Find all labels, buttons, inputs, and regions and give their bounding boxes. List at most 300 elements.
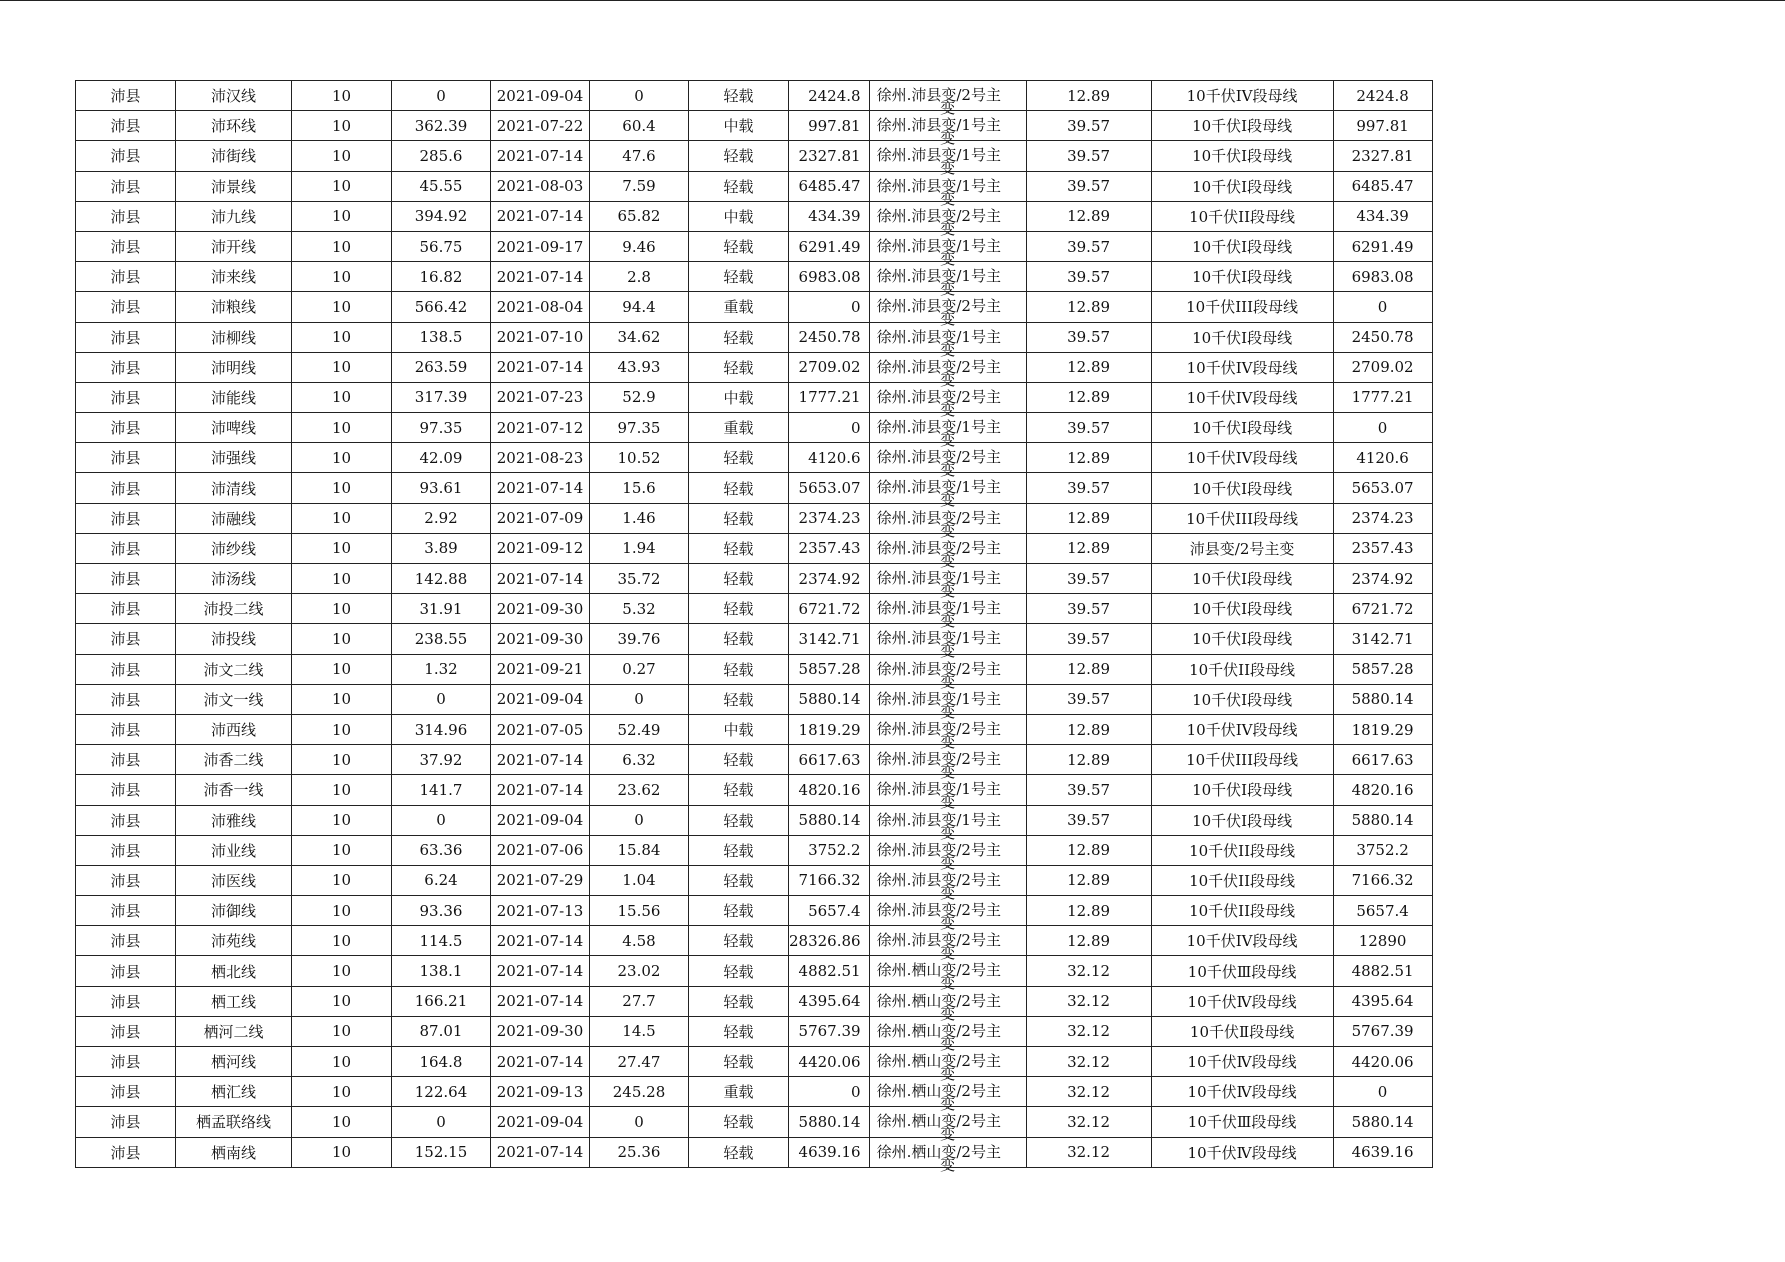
table-row [76,262,1433,292]
current-cell: 138.5 [392,322,491,352]
rated-value-cell: 39.57 [1026,322,1151,352]
date-cell: 2021-07-29 [491,865,590,895]
substation-cell [869,594,1026,631]
rated-value-cell: 39.57 [1026,594,1151,624]
capacity-cell: 1819.29 [789,714,870,744]
substation-cell [869,865,1026,902]
substation-name-wrap: 变 [940,883,956,902]
voltage-cell: 10 [292,624,392,654]
busbar-cell: 10千伏IV段母线 [1151,926,1333,956]
capacity-cell: 6617.63 [789,745,870,775]
substation-name-wrap: 变 [940,249,956,268]
load-status-cell: 轻载 [689,443,789,473]
county-cell: 沛县 [76,382,176,412]
county-cell: 沛县 [76,896,176,926]
load-status-cell: 轻载 [689,805,789,835]
date-cell: 2021-07-14 [491,262,590,292]
load-status-cell: 轻载 [689,141,789,171]
substation-cell [869,382,1026,419]
current-cell: 31.91 [392,594,491,624]
current-cell: 263.59 [392,352,491,382]
line-name-cell: 沛景线 [176,171,292,201]
table-row [76,1047,1433,1077]
available-capacity-cell: 12890 [1333,926,1432,956]
date-cell: 2021-07-14 [491,352,590,382]
rated-value-cell: 12.89 [1026,896,1151,926]
line-name-cell: 栖工线 [176,986,292,1016]
substation-name-wrap: 变 [940,582,956,600]
current-cell: 141.7 [392,775,491,805]
available-capacity-cell: 7166.32 [1333,865,1432,895]
voltage-cell: 10 [292,835,392,865]
current-cell: 152.15 [392,1137,491,1167]
load-status-cell: 轻载 [689,775,789,805]
substation-cell [869,745,1026,782]
substation-cell [869,624,1026,661]
table-row [76,835,1433,865]
rated-value-cell: 39.57 [1026,805,1151,835]
substation-name: 徐州.栖山变/2号主 [876,1021,1001,1040]
busbar-cell: 10千伏II段母线 [1151,654,1333,684]
busbar-cell: 10千伏IV段母线 [1151,81,1333,111]
capacity-cell: 5880.14 [789,805,870,835]
available-capacity-cell: 4639.16 [1333,1137,1432,1167]
current-cell: 6.24 [392,865,491,895]
current-cell: 0 [392,805,491,835]
substation-name: 徐州.沛县变/2号主 [876,387,1001,406]
rated-value-cell: 12.89 [1026,503,1151,533]
line-name-cell: 沛明线 [176,352,292,382]
current-cell: 45.55 [392,171,491,201]
date-cell: 2021-07-09 [491,503,590,533]
substation-cell [869,262,1026,299]
capacity-cell: 5880.14 [789,1107,870,1137]
substation-name-wrap: 变 [940,1125,956,1144]
load-rate-cell: 2.8 [590,262,689,292]
capacity-cell: 5657.4 [789,896,870,926]
line-name-cell: 沛来线 [176,262,292,292]
voltage-cell: 10 [292,443,392,473]
county-cell: 沛县 [76,714,176,744]
county-cell: 沛县 [76,835,176,865]
substation-name-wrap: 变 [940,280,956,299]
substation-cell [869,473,1026,510]
load-status-cell: 轻载 [689,896,789,926]
substation-name-wrap: 变 [940,823,956,842]
substation-name-wrap: 变 [940,551,956,570]
date-cell: 2021-07-14 [491,956,590,986]
table-row [76,1107,1433,1137]
date-cell: 2021-09-04 [491,684,590,714]
substation-cell [869,81,1026,117]
load-status-cell: 轻载 [689,654,789,684]
line-name-cell: 栖北线 [176,956,292,986]
substation-name-wrap: 变 [940,793,956,812]
current-cell: 314.96 [392,714,491,744]
load-status-cell: 轻载 [689,1137,789,1167]
capacity-cell: 2450.78 [789,322,870,352]
voltage-cell: 10 [292,1137,392,1167]
current-cell: 0 [392,1107,491,1137]
county-cell: 沛县 [76,1107,176,1137]
substation-name: 徐州.沛县变/2号主 [876,508,1001,527]
line-name-cell: 沛业线 [176,835,292,865]
load-status-cell: 轻载 [689,533,789,563]
available-capacity-cell: 4420.06 [1333,1047,1432,1077]
available-capacity-cell: 3752.2 [1333,835,1432,865]
rated-value-cell: 12.89 [1026,533,1151,563]
substation-cell [869,1107,1026,1144]
line-name-cell: 沛投二线 [176,594,292,624]
current-cell: 0 [392,81,491,111]
load-rate-cell: 27.47 [590,1047,689,1077]
substation-name: 徐州.沛县变/1号主 [876,629,1001,648]
date-cell: 2021-09-21 [491,654,590,684]
capacity-cell: 4120.6 [789,443,870,473]
line-name-cell: 沛御线 [176,896,292,926]
available-capacity-cell: 2357.43 [1333,533,1432,563]
load-status-cell: 轻载 [689,322,789,352]
substation-name: 徐州.沛县变/2号主 [876,659,1001,678]
substation-name: 徐州.沛县变/1号主 [876,810,1001,829]
load-rate-cell: 97.35 [590,413,689,443]
load-status-cell: 轻载 [689,231,789,261]
rated-value-cell: 12.89 [1026,714,1151,744]
substation-name-wrap: 变 [940,1095,956,1114]
table-row [76,896,1433,926]
substation-name-wrap: 变 [940,702,956,721]
rated-value-cell: 39.57 [1026,775,1151,805]
substation-name-wrap: 变 [940,1065,956,1083]
line-name-cell: 栖南线 [176,1137,292,1167]
capacity-cell: 4639.16 [789,1137,870,1167]
busbar-cell: 10千伏Ⅰ段母线 [1151,684,1333,714]
date-cell: 2021-07-14 [491,745,590,775]
current-cell: 3.89 [392,533,491,563]
substation-name: 徐州.沛县变/2号主 [876,719,1001,738]
substation-cell [869,413,1026,450]
available-capacity-cell: 4395.64 [1333,986,1432,1016]
rated-value-cell: 12.89 [1026,745,1151,775]
busbar-cell: 10千伏Ⅰ段母线 [1151,262,1333,292]
available-capacity-cell: 0 [1333,1077,1432,1107]
line-name-cell: 栖汇线 [176,1077,292,1107]
substation-name: 徐州.栖山变/2号主 [876,1082,1001,1101]
rated-value-cell: 12.89 [1026,443,1151,473]
date-cell: 2021-07-14 [491,1047,590,1077]
page-top-rule [0,0,1785,1]
rated-value-cell: 39.57 [1026,564,1151,594]
table-row [76,1137,1433,1167]
busbar-cell: 10千伏Ⅰ段母线 [1151,171,1333,201]
line-name-cell: 沛融线 [176,503,292,533]
busbar-cell: 10千伏Ⅲ段母线 [1151,956,1333,986]
available-capacity-cell: 5880.14 [1333,1107,1432,1137]
county-cell: 沛县 [76,322,176,352]
current-cell: 1.32 [392,654,491,684]
line-name-cell: 沛粮线 [176,292,292,322]
rated-value-cell: 12.89 [1026,865,1151,895]
date-cell: 2021-07-13 [491,896,590,926]
current-cell: 566.42 [392,292,491,322]
substation-name-wrap: 变 [940,672,956,691]
table-row [76,533,1433,563]
substation-name: 徐州.沛县变/1号主 [876,176,1001,195]
load-rate-cell: 10.52 [590,443,689,473]
available-capacity-cell: 0 [1333,292,1432,322]
busbar-cell: 10千伏Ⅱ段母线 [1151,1016,1333,1046]
table-row [76,564,1433,594]
substation-cell [869,1077,1026,1114]
rated-value-cell: 39.57 [1026,141,1151,171]
available-capacity-cell: 2374.23 [1333,503,1432,533]
date-cell: 2021-09-30 [491,594,590,624]
table-row [76,503,1433,533]
line-name-cell: 栖河二线 [176,1016,292,1046]
busbar-cell: 10千伏Ⅰ段母线 [1151,473,1333,503]
date-cell: 2021-08-23 [491,443,590,473]
load-status-cell: 轻载 [689,594,789,624]
county-cell: 沛县 [76,533,176,563]
table-row [76,1077,1433,1107]
load-rate-cell: 0 [590,684,689,714]
busbar-cell: 10千伏Ⅰ段母线 [1151,231,1333,261]
voltage-cell: 10 [292,594,392,624]
table-row [76,745,1433,775]
substation-name: 徐州.栖山变/2号主 [876,1112,1001,1131]
current-cell: 114.5 [392,926,491,956]
line-name-cell: 沛文二线 [176,654,292,684]
current-cell: 362.39 [392,111,491,141]
current-cell: 2.92 [392,503,491,533]
substation-cell [869,654,1026,691]
substation-name-wrap: 变 [940,491,956,510]
load-status-cell: 中载 [689,382,789,412]
table-row [76,594,1433,624]
voltage-cell: 10 [292,533,392,563]
available-capacity-cell: 5653.07 [1333,473,1432,503]
capacity-cell: 2327.81 [789,141,870,171]
voltage-cell: 10 [292,714,392,744]
substation-name-wrap: 变 [940,642,956,661]
current-cell: 317.39 [392,382,491,412]
line-name-cell: 沛柳线 [176,322,292,352]
date-cell: 2021-07-14 [491,926,590,956]
county-cell: 沛县 [76,292,176,322]
county-cell: 沛县 [76,443,176,473]
date-cell: 2021-07-14 [491,201,590,231]
county-cell: 沛县 [76,775,176,805]
substation-name: 徐州.沛县变/2号主 [876,297,1001,316]
substation-cell [869,322,1026,359]
voltage-cell: 10 [292,564,392,594]
available-capacity-cell: 2374.92 [1333,564,1432,594]
date-cell: 2021-08-04 [491,292,590,322]
rated-value-cell: 32.12 [1026,1077,1151,1107]
substation-name-wrap: 变 [940,99,956,117]
busbar-cell: 10千伏III段母线 [1151,292,1333,322]
busbar-cell: 10千伏Ⅰ段母线 [1151,111,1333,141]
available-capacity-cell: 2424.8 [1333,81,1432,111]
date-cell: 2021-09-12 [491,533,590,563]
substation-name-wrap: 变 [940,370,956,389]
county-cell: 沛县 [76,171,176,201]
capacity-cell: 2374.92 [789,564,870,594]
table-row [76,111,1433,141]
load-rate-cell: 23.02 [590,956,689,986]
table-row [76,322,1433,352]
load-rate-cell: 52.49 [590,714,689,744]
line-name-cell: 沛强线 [176,443,292,473]
table-row [76,352,1433,382]
available-capacity-cell: 0 [1333,413,1432,443]
county-cell: 沛县 [76,1137,176,1167]
voltage-cell: 10 [292,352,392,382]
available-capacity-cell: 4820.16 [1333,775,1432,805]
county-cell: 沛县 [76,473,176,503]
load-rate-cell: 23.62 [590,775,689,805]
county-cell: 沛县 [76,201,176,231]
date-cell: 2021-07-14 [491,1137,590,1167]
load-status-cell: 轻载 [689,1016,789,1046]
substation-name: 徐州.栖山变/2号主 [876,1052,1001,1070]
capacity-cell: 4420.06 [789,1047,870,1077]
substation-cell [869,533,1026,570]
line-name-cell: 沛汤线 [176,564,292,594]
line-name-cell: 沛香一线 [176,775,292,805]
current-cell: 166.21 [392,986,491,1016]
date-cell: 2021-09-30 [491,624,590,654]
load-rate-cell: 4.58 [590,926,689,956]
rated-value-cell: 12.89 [1026,81,1151,111]
table-row [76,292,1433,322]
load-rate-cell: 43.93 [590,352,689,382]
substation-name-wrap: 变 [940,219,956,238]
available-capacity-cell: 4120.6 [1333,443,1432,473]
voltage-cell: 10 [292,1016,392,1046]
voltage-cell: 10 [292,1047,392,1077]
busbar-cell: 10千伏IV段母线 [1151,352,1333,382]
available-capacity-cell: 5880.14 [1333,805,1432,835]
current-cell: 285.6 [392,141,491,171]
capacity-cell: 6983.08 [789,262,870,292]
date-cell: 2021-07-14 [491,564,590,594]
substation-name-wrap: 变 [940,431,956,450]
line-name-cell: 栖孟联络线 [176,1107,292,1137]
substation-cell [869,805,1026,842]
available-capacity-cell: 6983.08 [1333,262,1432,292]
date-cell: 2021-07-06 [491,835,590,865]
load-status-cell: 轻载 [689,986,789,1016]
substation-cell [869,1047,1026,1083]
line-name-cell: 沛开线 [176,231,292,261]
substation-name: 徐州.沛县变/1号主 [876,267,1001,286]
capacity-cell: 2709.02 [789,352,870,382]
substation-name-wrap: 变 [940,763,956,782]
substation-name-wrap: 变 [940,853,956,872]
substation-name: 徐州.栖山变/2号主 [876,961,1001,980]
substation-name-wrap: 变 [940,1155,956,1174]
voltage-cell: 10 [292,775,392,805]
substation-cell [869,714,1026,751]
county-cell: 沛县 [76,352,176,382]
capacity-cell: 6291.49 [789,231,870,261]
rated-value-cell: 32.12 [1026,1016,1151,1046]
rated-value-cell: 39.57 [1026,171,1151,201]
voltage-cell: 10 [292,503,392,533]
load-status-cell: 轻载 [689,684,789,714]
substation-cell [869,111,1026,148]
load-rate-cell: 65.82 [590,201,689,231]
busbar-cell: 10千伏II段母线 [1151,835,1333,865]
table-row [76,654,1433,684]
line-name-cell: 沛香二线 [176,745,292,775]
load-rate-cell: 0 [590,1107,689,1137]
busbar-cell: 10千伏Ⅲ段母线 [1151,1107,1333,1137]
substation-name-wrap: 变 [940,340,956,359]
rated-value-cell: 39.57 [1026,624,1151,654]
substation-cell [869,201,1026,238]
load-rate-cell: 52.9 [590,382,689,412]
busbar-cell: 10千伏Ⅰ段母线 [1151,805,1333,835]
capacity-cell: 0 [789,292,870,322]
current-cell: 238.55 [392,624,491,654]
substation-cell [869,231,1026,268]
busbar-cell: 10千伏Ⅳ段母线 [1151,1047,1333,1077]
substation-name: 徐州.沛县变/2号主 [876,931,1001,950]
substation-name: 徐州.沛县变/2号主 [876,206,1001,225]
substation-name: 徐州.沛县变/1号主 [876,418,1001,437]
load-status-cell: 轻载 [689,503,789,533]
table-row [76,81,1433,111]
available-capacity-cell: 2709.02 [1333,352,1432,382]
substation-cell [869,775,1026,812]
county-cell: 沛县 [76,745,176,775]
busbar-cell: 10千伏II段母线 [1151,865,1333,895]
rated-value-cell: 39.57 [1026,473,1151,503]
line-name-cell: 沛苑线 [176,926,292,956]
county-cell: 沛县 [76,231,176,261]
substation-name-wrap: 变 [940,310,956,329]
substation-name: 徐州.沛县变/2号主 [876,840,1001,859]
load-rate-cell: 0 [590,805,689,835]
available-capacity-cell: 6721.72 [1333,594,1432,624]
available-capacity-cell: 6485.47 [1333,171,1432,201]
capacity-cell: 5857.28 [789,654,870,684]
load-status-cell: 轻载 [689,926,789,956]
substation-name-wrap: 变 [940,914,956,933]
date-cell: 2021-09-04 [491,1107,590,1137]
load-status-cell: 轻载 [689,745,789,775]
voltage-cell: 10 [292,956,392,986]
voltage-cell: 10 [292,1107,392,1137]
substation-name: 徐州.沛县变/1号主 [876,327,1001,346]
county-cell: 沛县 [76,564,176,594]
table-row [76,443,1433,473]
load-rate-cell: 25.36 [590,1137,689,1167]
available-capacity-cell: 2450.78 [1333,322,1432,352]
capacity-cell: 2357.43 [789,533,870,563]
date-cell: 2021-09-04 [491,81,590,111]
current-cell: 164.8 [392,1047,491,1077]
table-row [76,382,1433,412]
line-name-cell: 沛街线 [176,141,292,171]
table-row [76,986,1433,1016]
rated-value-cell: 39.57 [1026,111,1151,141]
date-cell: 2021-07-14 [491,141,590,171]
load-status-cell: 轻载 [689,473,789,503]
current-cell: 142.88 [392,564,491,594]
